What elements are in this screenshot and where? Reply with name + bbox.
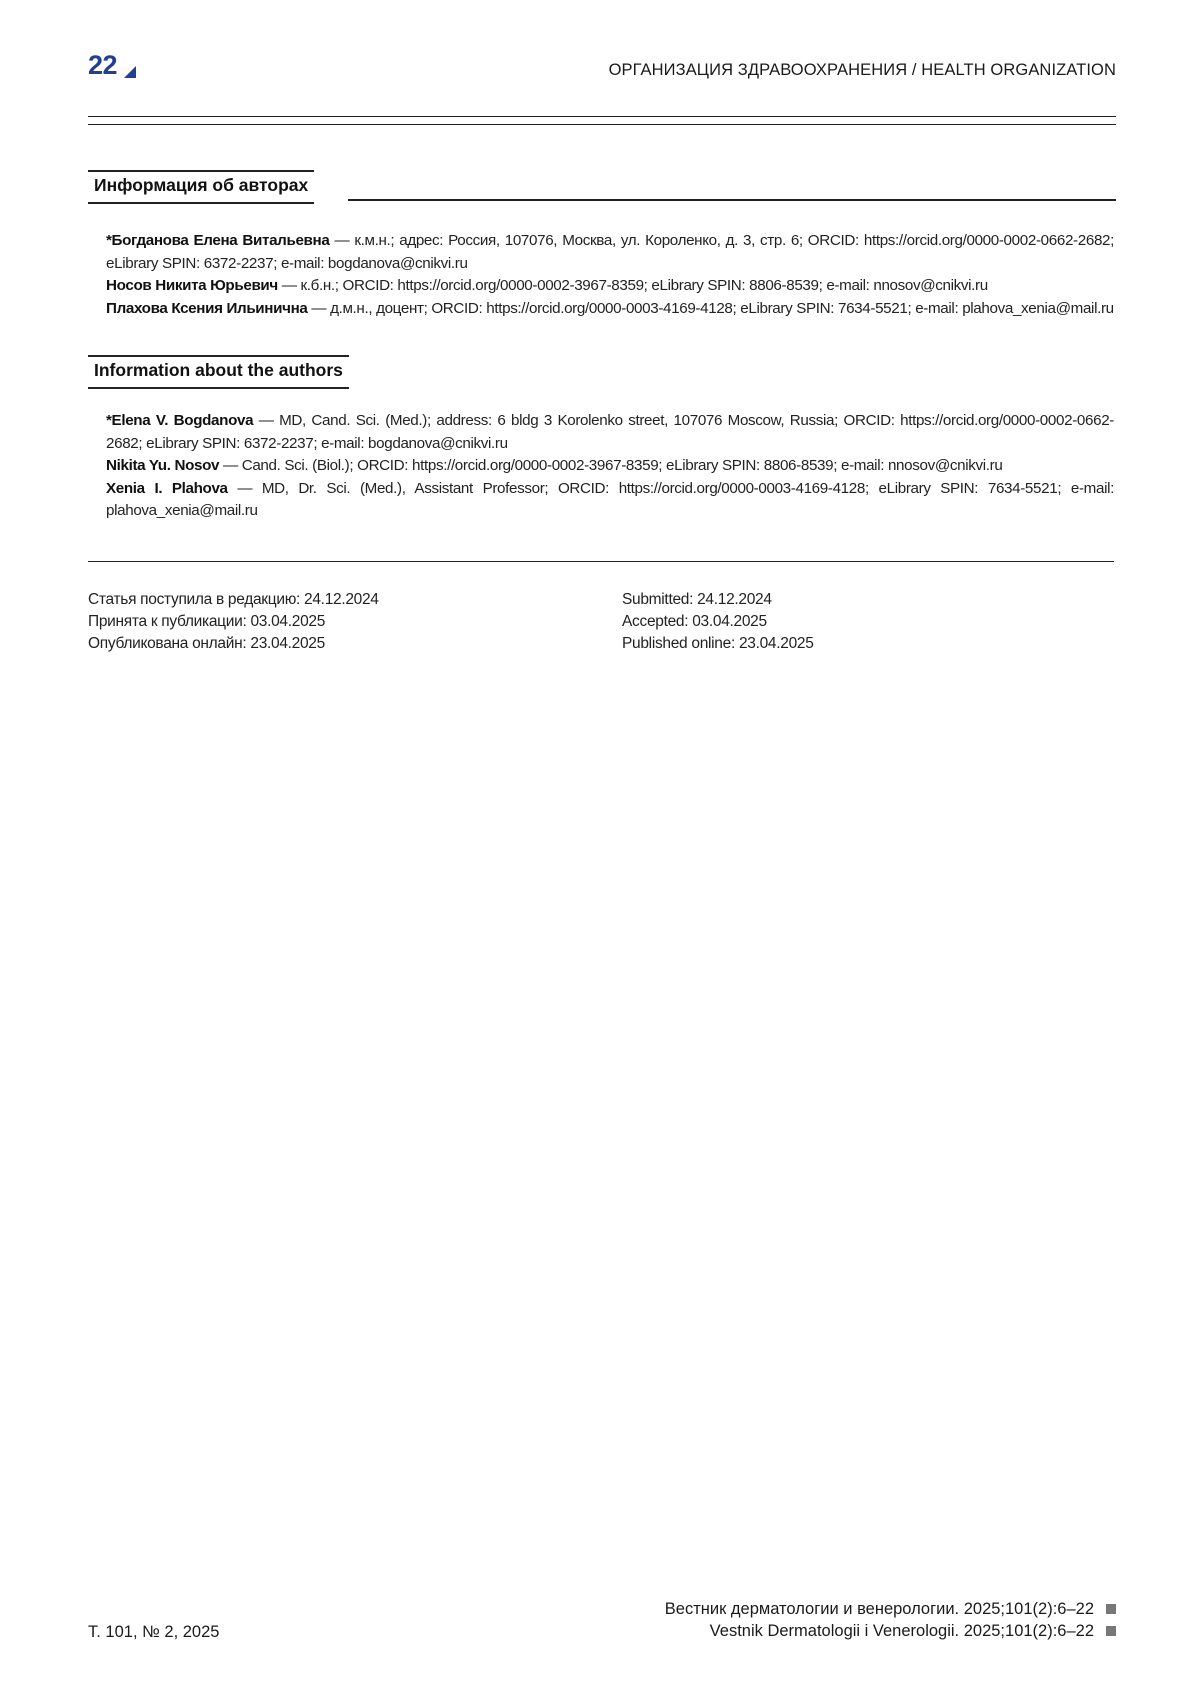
author-details: — д.м.н., доцент; ORCID: https://orcid.org/0000-0003-4169-4128; eLibrary SPIN: 7634-5521; e-mail: plahova_xenia@mail.ru bbox=[307, 299, 1114, 317]
date-received: Статья поступила в редакцию: 24.12.2024 bbox=[88, 591, 379, 608]
footer-citation bbox=[665, 1598, 1094, 1642]
section-title: ОРГАНИЗАЦИЯ ЗДРАВООХРАНЕНИЯ / HEALTH ORGANIZATION bbox=[608, 61, 1116, 79]
date-published: Published online: 23.04.2025 bbox=[622, 635, 814, 652]
page-number: 22 bbox=[88, 50, 118, 80]
ru-heading-rule bbox=[348, 199, 1116, 201]
date-published: Опубликована онлайн: 23.04.2025 bbox=[88, 635, 325, 652]
ru-author-entry bbox=[106, 230, 1114, 275]
en-author-entry bbox=[106, 455, 1114, 478]
ru-authors-heading: Информация об авторах bbox=[88, 170, 314, 204]
header-rule-top bbox=[88, 116, 1116, 117]
author-name: Носов Никита Юрьевич bbox=[106, 277, 278, 294]
author-details: — Cand. Sci. (Biol.); ORCID: https://orcid.org/0000-0002-3967-8359; eLibrary SPIN: 8806-8539; e-mail: nnosov@cnikvi.ru bbox=[219, 457, 1003, 474]
footer-volume: Т. 101, № 2, 2025 bbox=[88, 1623, 220, 1641]
date-accepted: Accepted: 03.04.2025 bbox=[622, 613, 767, 630]
author-name: Nikita Yu. Nosov bbox=[106, 457, 220, 474]
author-details: — MD, Dr. Sci. (Med.), Assistant Professor; ORCID: https://orcid.org/0000-0003-4169-4128; eLibrary SPIN: 7634-5521; e-mail: plahova_xenia@mail.ru bbox=[106, 479, 1114, 519]
author-name: *Elena V. Bogdanova bbox=[106, 412, 254, 429]
dates-ru bbox=[88, 589, 379, 655]
ru-author-entry bbox=[106, 298, 1114, 321]
square-bullet-icon bbox=[1106, 1626, 1116, 1636]
author-details: — к.м.н.; адрес: Россия, 107076, Москва, ул. Короленко, д. 3, стр. 6; ORCID: https://orcid.org/0000-0002-0662-2682; eLibrary SPIN: 6372-2237; e-mail: bogdanova@cnikvi.ru bbox=[106, 232, 1115, 272]
header-rule-bottom bbox=[88, 124, 1116, 125]
author-name: *Богданова Елена Витальевна bbox=[106, 232, 330, 249]
corner-triangle-icon bbox=[124, 66, 136, 78]
dates-divider bbox=[88, 561, 1114, 562]
author-name: Плахова Ксения Ильинична bbox=[106, 299, 308, 317]
author-details: — MD, Cand. Sci. (Med.); address: 6 bldg 3 Korolenko street, 107076 Moscow, Russia; ORCID: https://orcid.org/0000-0002-0662-2682; eLibrary SPIN: 6372-2237; e-mail: bogdanova@cnikvi.ru bbox=[106, 412, 1114, 452]
ru-authors-list bbox=[106, 230, 1114, 320]
en-authors-list bbox=[106, 410, 1114, 523]
author-details: — к.б.н.; ORCID: https://orcid.org/0000-0002-3967-8359; eLibrary SPIN: 8806-8539; e-mail: nnosov@cnikvi.ru bbox=[277, 277, 988, 294]
author-name: Xenia I. Plahova bbox=[106, 479, 228, 497]
en-author-entry bbox=[106, 410, 1114, 455]
date-submitted: Submitted: 24.12.2024 bbox=[622, 591, 772, 608]
dates-en bbox=[622, 589, 814, 655]
date-accepted: Принята к публикации: 03.04.2025 bbox=[88, 613, 326, 630]
ru-author-entry bbox=[106, 275, 1114, 298]
citation-en: Vestnik Dermatologii i Venerologii. 2025;101(2):6–22 bbox=[709, 1622, 1094, 1640]
citation-ru: Вестник дерматологии и венерологии. 2025;101(2):6–22 bbox=[664, 1600, 1094, 1618]
en-author-entry bbox=[106, 478, 1114, 523]
square-bullet-icon bbox=[1106, 1604, 1116, 1614]
en-authors-heading: Information about the authors bbox=[88, 355, 349, 389]
